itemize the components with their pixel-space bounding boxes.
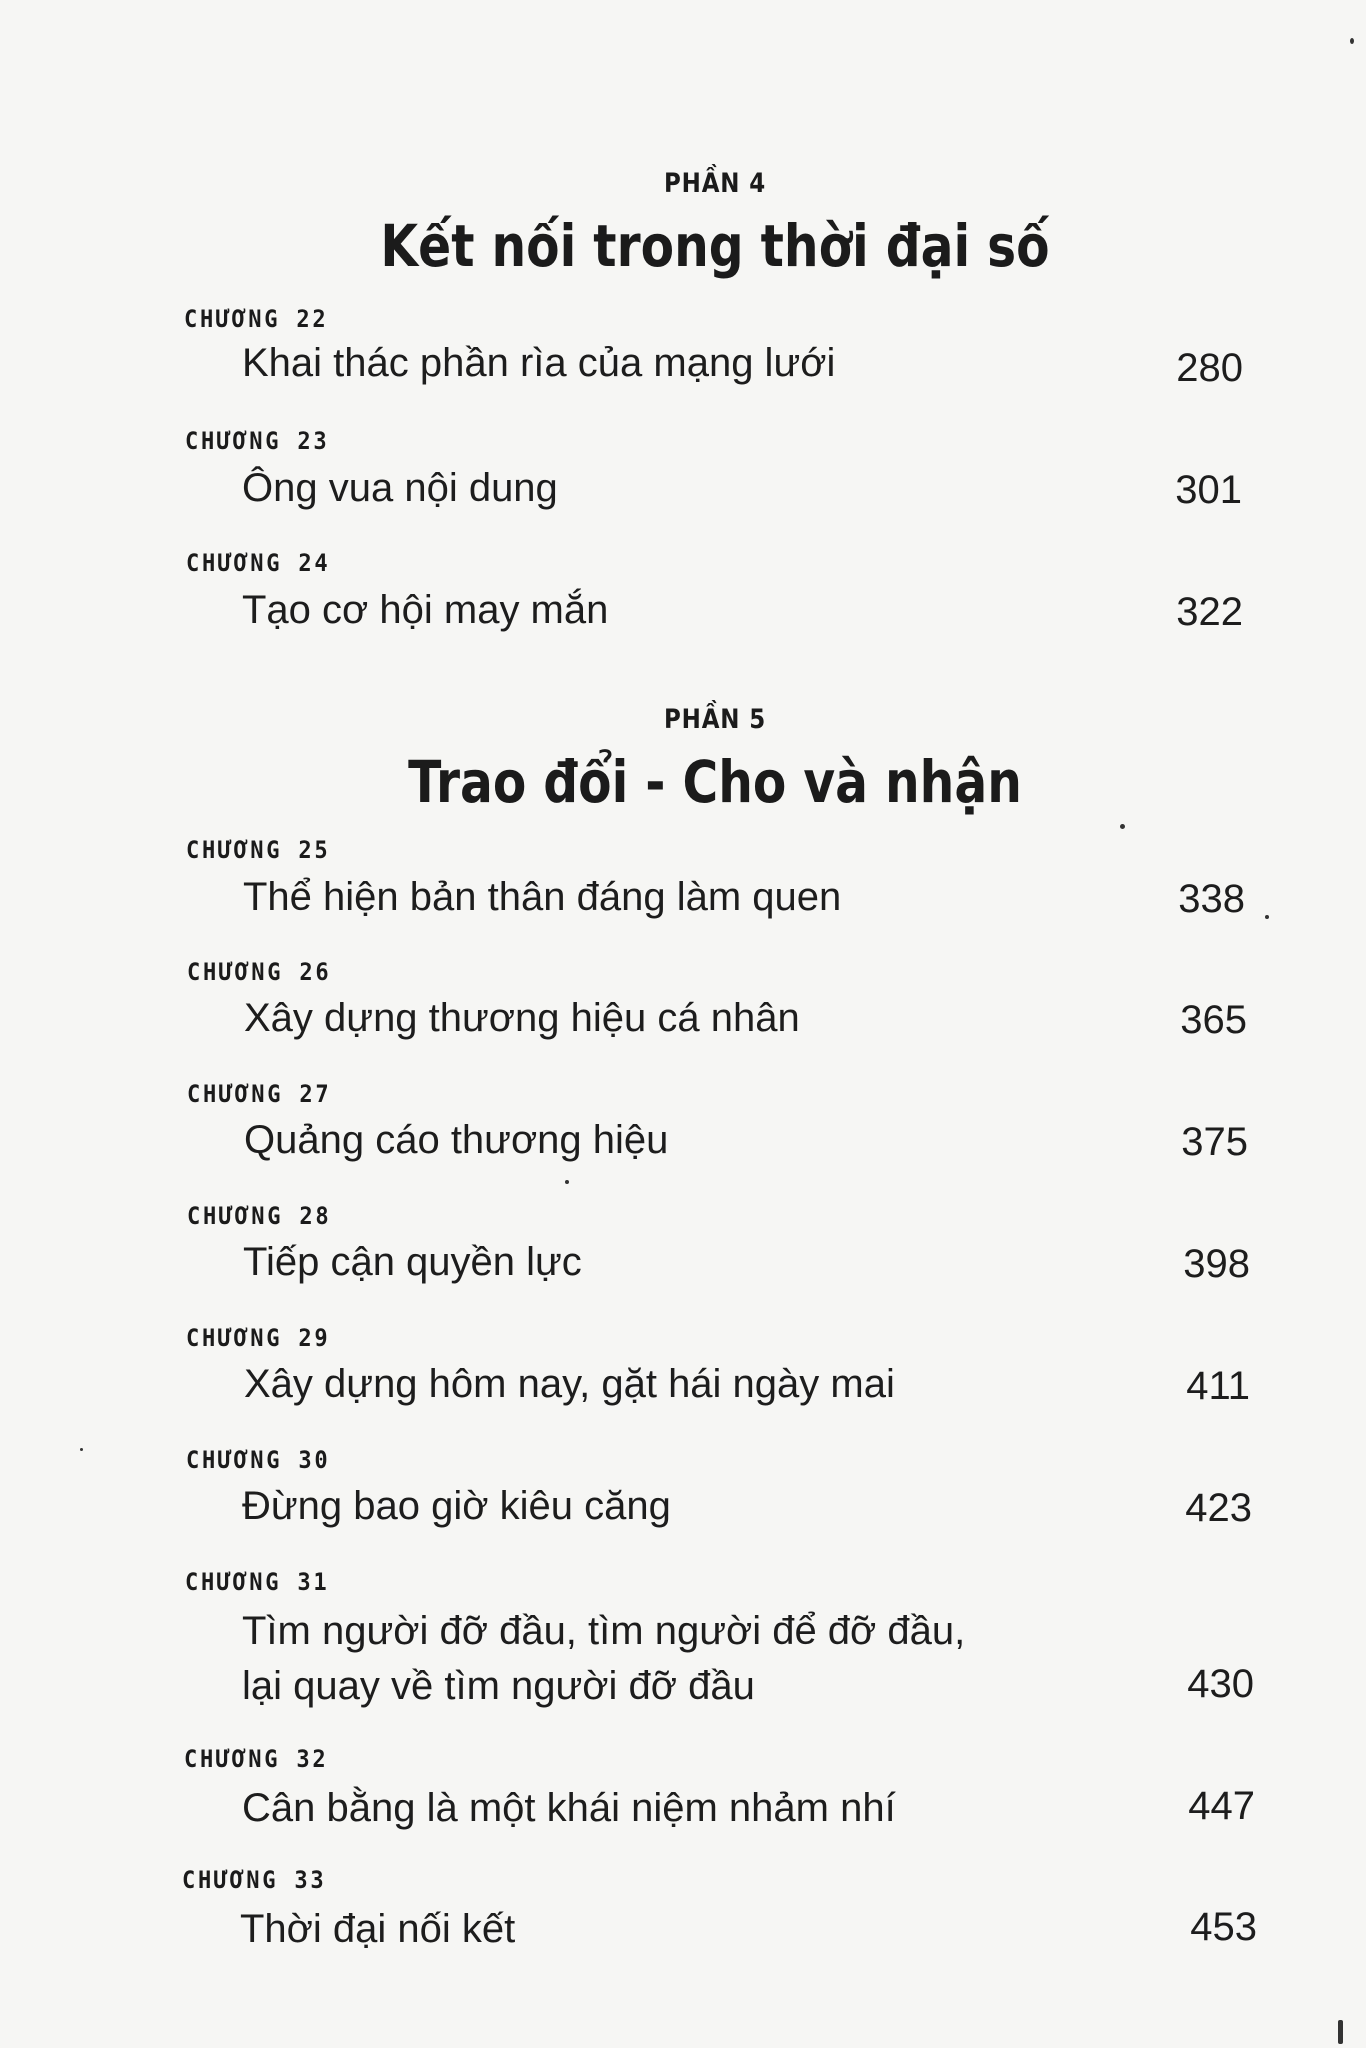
chapter-25-page: 338 [1178, 877, 1245, 921]
chapter-27-page: 375 [1181, 1120, 1248, 1164]
chapter-26-page: 365 [1180, 998, 1247, 1042]
chapter-32-label: CHƯƠNG 32 [184, 1745, 329, 1773]
print-speck [1120, 824, 1125, 829]
part-4-label: PHẦN 4 [663, 168, 767, 199]
chapter-31-title-line2: lại quay về tìm người đỡ đầu [242, 1664, 755, 1708]
part-5-title: Trao đổi - Cho và nhận [408, 748, 1022, 816]
chapter-30-title: Đừng bao giờ kiêu căng [242, 1484, 671, 1528]
print-speck [1338, 2020, 1343, 2044]
chapter-23-label: CHƯƠNG 23 [185, 427, 330, 455]
chapter-33-page: 453 [1190, 1905, 1257, 1949]
print-speck [1265, 915, 1269, 919]
chapter-33-title: Thời đại nối kết [240, 1907, 516, 1951]
chapter-31-label: CHƯƠNG 31 [185, 1568, 330, 1596]
chapter-24-title: Tạo cơ hội may mắn [242, 588, 609, 632]
chapter-28-page: 398 [1183, 1242, 1250, 1286]
chapter-22-page: 280 [1176, 346, 1243, 390]
chapter-29-page: 411 [1186, 1364, 1250, 1408]
chapter-28-title: Tiếp cận quyền lực [243, 1240, 582, 1284]
chapter-23-title: Ông vua nội dung [242, 466, 558, 510]
chapter-25-title: Thể hiện bản thân đáng làm quen [243, 875, 842, 919]
chapter-29-label: CHƯƠNG 29 [186, 1324, 331, 1352]
chapter-27-title: Quảng cáo thương hiệu [244, 1118, 669, 1162]
part-5-label: PHẦN 5 [663, 704, 767, 735]
chapter-26-title: Xây dựng thương hiệu cá nhân [244, 996, 800, 1040]
print-speck [565, 1180, 569, 1184]
chapter-31-page: 430 [1187, 1662, 1254, 1706]
chapter-24-label: CHƯƠNG 24 [186, 549, 331, 577]
chapter-23-page: 301 [1175, 468, 1242, 512]
chapter-32-title: Cân bằng là một khái niệm nhảm nhí [242, 1786, 896, 1830]
chapter-28-label: CHƯƠNG 28 [187, 1202, 332, 1230]
print-speck [1350, 38, 1354, 44]
chapter-22-label: CHƯƠNG 22 [184, 305, 329, 333]
chapter-32-page: 447 [1188, 1784, 1255, 1828]
chapter-26-label: CHƯƠNG 26 [187, 958, 332, 986]
chapter-29-title: Xây dựng hôm nay, gặt hái ngày mai [244, 1362, 895, 1406]
chapter-30-page: 423 [1185, 1486, 1252, 1530]
chapter-30-label: CHƯƠNG 30 [186, 1446, 331, 1474]
chapter-24-page: 322 [1176, 590, 1243, 634]
chapter-33-label: CHƯƠNG 33 [182, 1866, 327, 1894]
chapter-31-title-line1: Tìm người đỡ đầu, tìm người để đỡ đầu, [242, 1609, 966, 1653]
chapter-25-label: CHƯƠNG 25 [186, 836, 331, 864]
chapter-27-label: CHƯƠNG 27 [187, 1080, 332, 1108]
part-4-title: Kết nối trong thời đại số [380, 212, 1050, 280]
chapter-22-title: Khai thác phần rìa của mạng lưới [242, 341, 836, 385]
print-speck [80, 1448, 83, 1451]
